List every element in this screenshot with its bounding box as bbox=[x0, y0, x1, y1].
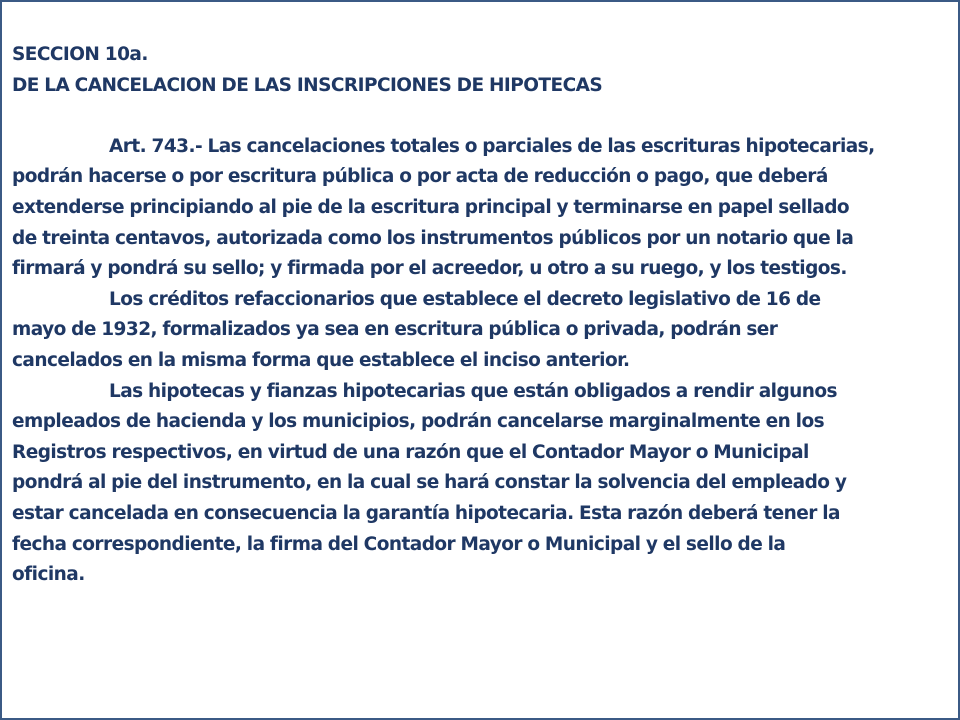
paragraph-art-743 bbox=[12, 132, 954, 285]
paragraph-line: podrán hacerse o por escritura pública o por acta de reducción o pago, que deberá bbox=[12, 166, 828, 188]
paragraph-line: firmará y pondrá su sello; y firmada por el acreedor, u otro a su ruego, y los testigos. bbox=[12, 258, 847, 280]
paragraph-line: empleados de hacienda y los municipios, podrán cancelarse marginalmente en los bbox=[12, 411, 825, 433]
paragraph-line: Registros respectivos, en virtud de una razón que el Contador Mayor o Municipal bbox=[12, 441, 809, 463]
paragraph-line: mayo de 1932, formalizados ya sea en escritura pública o privada, podrán ser bbox=[12, 319, 778, 341]
paragraph-line: pondrá al pie del instrumento, en la cual se hará constar la solvencia del empleado y bbox=[12, 472, 847, 494]
paragraph-line: extenderse principiando al pie de la escritura principal y terminarse en papel sellado bbox=[12, 196, 850, 218]
paragraph-hipotecas bbox=[12, 377, 954, 591]
paragraph-line: fecha correspondiente, la firma del Contador Mayor o Municipal y el sello de la bbox=[12, 533, 786, 555]
paragraph-line: oficina. bbox=[12, 564, 85, 586]
paragraph-line: de treinta centavos, autorizada como los instrumentos públicos por un notario que la bbox=[12, 227, 854, 249]
paragraph-line: Art. 743.- Las cancelaciones totales o parciales de las escrituras hipotecarias, bbox=[109, 135, 875, 157]
section-subtitle: DE LA CANCELACION DE LAS INSCRIPCIONES DE HIPOTECAS bbox=[12, 74, 603, 96]
paragraph-creditos bbox=[12, 285, 954, 377]
paragraph-line: estar cancelada en consecuencia la garantía hipotecaria. Esta razón deberá tener la bbox=[12, 502, 840, 524]
section-title: SECCION 10a. bbox=[12, 44, 148, 65]
paragraph-line: Los créditos refaccionarios que establece el decreto legislativo de 16 de bbox=[109, 288, 821, 310]
paragraph-line: cancelados en la misma forma que establece el inciso anterior. bbox=[12, 349, 630, 371]
blank-line bbox=[12, 101, 954, 132]
document-body bbox=[12, 40, 954, 591]
paragraph-line: Las hipotecas y fianzas hipotecarias que están obligados a rendir algunos bbox=[109, 380, 837, 402]
